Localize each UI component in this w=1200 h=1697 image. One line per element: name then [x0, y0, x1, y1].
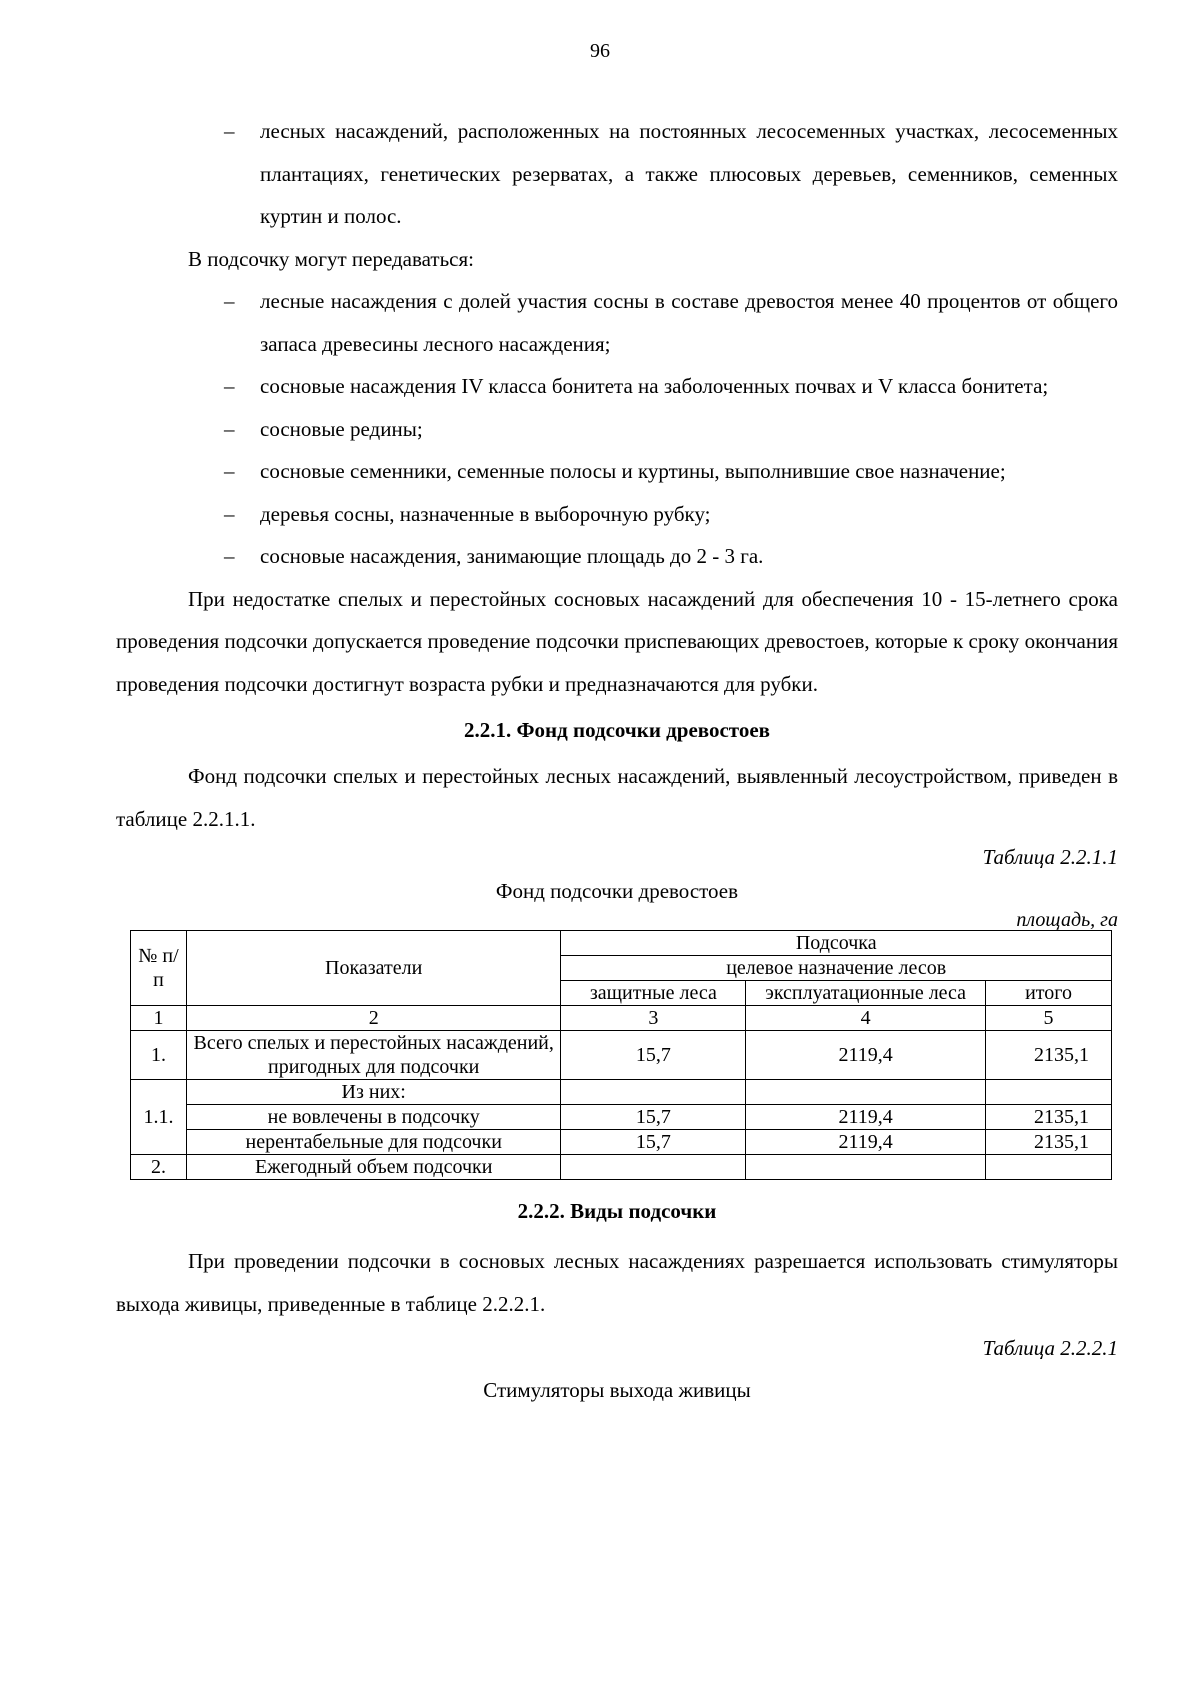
- row-num: 1.: [131, 1031, 187, 1080]
- row-label: не вовлечены в подсочку: [186, 1105, 561, 1130]
- row-total: [986, 1080, 1112, 1105]
- row-exploitation: [746, 1080, 986, 1105]
- header-total: итого: [986, 981, 1112, 1006]
- fund-paragraph: Фонд подсочки спелых и перестойных лесных насаждений, выявленный лесоустройством, приведен в таблице 2.2.1.1.: [116, 764, 1118, 831]
- table-row: [131, 1080, 1112, 1105]
- header-podsochka: Подсочка: [561, 931, 1112, 956]
- page-number: 96: [590, 40, 610, 62]
- table-header-row: [131, 931, 1112, 956]
- row-num: 1.1.: [131, 1080, 187, 1155]
- dash-marker: –: [224, 119, 235, 143]
- table-label: Таблица 2.2.1.1: [982, 845, 1118, 869]
- dash-marker: –: [224, 501, 235, 526]
- list-item: [116, 493, 1118, 536]
- column-number: 2: [186, 1006, 561, 1031]
- list-item: [116, 280, 1118, 365]
- row-protective: 15,7: [561, 1130, 746, 1155]
- list-item-text: сосновые редины;: [260, 416, 423, 441]
- table-units: площадь, га: [1016, 909, 1118, 931]
- table-row: [131, 1155, 1112, 1180]
- column-number: 3: [561, 1006, 746, 1031]
- row-exploitation: 2119,4: [746, 1031, 986, 1080]
- row-total: 2135,1: [986, 1105, 1112, 1130]
- row-exploitation: 2119,4: [746, 1130, 986, 1155]
- dash-marker: –: [224, 374, 235, 398]
- transfer-intro: В подсочку могут передаваться:: [188, 246, 474, 271]
- row-protective: [561, 1080, 746, 1105]
- header-protective: защитные леса: [561, 981, 746, 1006]
- list-item-text: сосновые насаждения IV класса бонитета на заболоченных почвах и V класса бонитета;: [260, 374, 1049, 398]
- table-title: Стимуляторы выхода живицы: [483, 1378, 751, 1402]
- table-label: Таблица 2.2.2.1: [982, 1336, 1118, 1360]
- header-purpose: целевое назначение лесов: [561, 956, 1112, 981]
- column-number: 5: [986, 1006, 1112, 1031]
- column-number-row: [131, 1006, 1112, 1031]
- row-protective: 15,7: [561, 1105, 746, 1130]
- row-num: 2.: [131, 1155, 187, 1180]
- fund-table: [130, 930, 1112, 1180]
- row-label: нерентабельные для подсочки: [186, 1130, 561, 1155]
- table-row: [131, 1031, 1112, 1080]
- row-exploitation: [746, 1155, 986, 1180]
- list-item: [116, 408, 1118, 451]
- dash-marker: –: [224, 289, 235, 313]
- section-heading-2-2-2: 2.2.2. Виды подсочки: [517, 1199, 717, 1223]
- table-row: [131, 1130, 1112, 1155]
- row-total: 2135,1: [986, 1130, 1112, 1155]
- header-exploitation: эксплуатационные леса: [746, 981, 986, 1006]
- list-item-text: лесные насаждения с долей участия сосны в составе древостоя менее 40 процентов от общего запаса древесины лесного насаждения;: [260, 289, 1118, 356]
- row-label: Ежегодный объем подсочки: [186, 1155, 561, 1180]
- page-content: [116, 110, 1118, 1407]
- table-title: Фонд подсочки древостоев: [495, 879, 739, 903]
- list-item: [116, 535, 1118, 578]
- list-item: [116, 365, 1118, 408]
- row-total: 2135,1: [986, 1031, 1112, 1080]
- list-item-text: сосновые семенники, семенные полосы и куртины, выполнившие свое назначение;: [260, 459, 1006, 483]
- dash-marker: –: [224, 459, 235, 483]
- row-label: Из них:: [186, 1080, 561, 1105]
- list-item-text: деревья сосны, назначенные в выборочную рубку;: [260, 501, 711, 526]
- row-exploitation: 2119,4: [746, 1105, 986, 1130]
- row-protective: 15,7: [561, 1031, 746, 1080]
- dash-marker: –: [224, 544, 235, 568]
- list-item-text: сосновые насаждения, занимающие площадь до 2 - 3 га.: [260, 544, 764, 568]
- table-row: [131, 1105, 1112, 1130]
- stimulators-paragraph: При проведении подсочки в сосновых лесных насаждениях разрешается использовать стимуляторы выхода живицы, приведенные в таблице 2.2.2.1.: [116, 1249, 1118, 1316]
- column-number: 1: [131, 1006, 187, 1031]
- list-item-text: лесных насаждений, расположенных на постоянных лесосеменных участках, лесосеменных плантациях, генетических резерватах, а также плюсовых деревьев, семенников, семенных куртин и полос.: [260, 119, 1118, 228]
- dash-marker: –: [224, 416, 235, 441]
- row-label: Всего спелых и перестойных насаждений, пригодных для подсочки: [186, 1031, 561, 1080]
- section-heading-2-2-1: 2.2.1. Фонд подсочки древостоев: [463, 718, 771, 742]
- header-num: № п/п: [131, 931, 187, 1006]
- row-protective: [561, 1155, 746, 1180]
- shortage-paragraph: При недостатке спелых и перестойных сосновых насаждений для обеспечения 10 - 15-летнего срока проведения подсочки допускается проведение подсочки приспевающих древостоев, которые к сроку окончания проведения подсочки достигнут возраста рубки и предназначаются для рубки.: [116, 586, 1118, 696]
- list-item: [116, 110, 1118, 238]
- row-total: [986, 1155, 1112, 1180]
- header-indicators: Показатели: [186, 931, 561, 1006]
- column-number: 4: [746, 1006, 986, 1031]
- list-item: [116, 450, 1118, 493]
